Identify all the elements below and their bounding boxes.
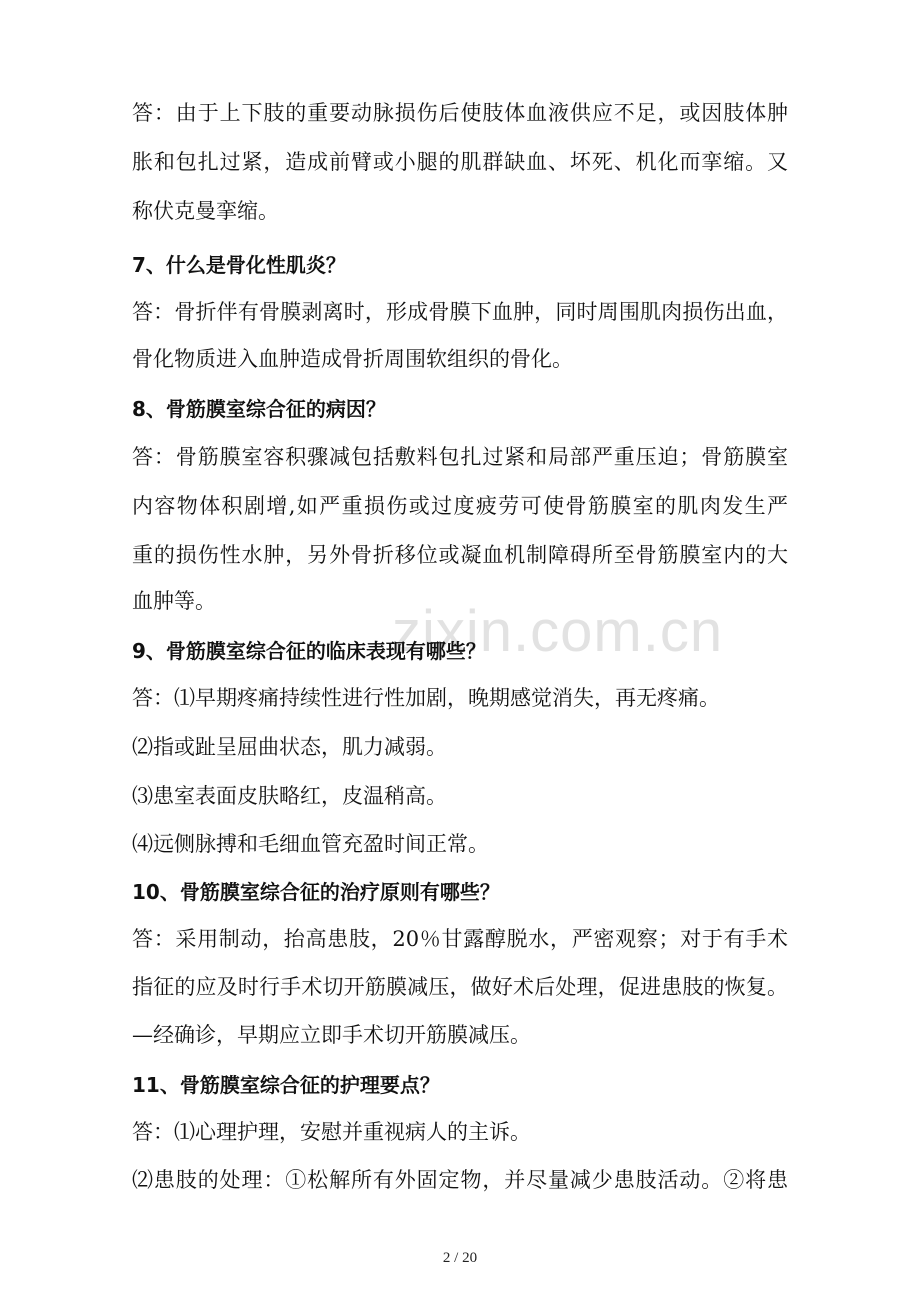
answer-6-line-3: 称伏克曼挛缩。 [132,199,279,223]
answer-7-line-1: 答：骨折伴有骨膜剥离时，形成骨膜下血肿，同时周围肌肉损伤出血， [132,300,788,324]
answer-11-item-1: 答：⑴心理护理，安慰并重视病人的主诉。 [132,1120,531,1144]
answer-8-line-3: 重的损伤性水肿，另外骨折移位或凝血机制障碍所至骨筋膜室内的大 [132,543,788,567]
question-10-heading: 10、骨筋膜室综合征的治疗原则有哪些？ [132,880,500,904]
answer-9-item-1: 答：⑴早期疼痛持续性进行性加剧，晚期感觉消失，再无疼痛。 [132,686,720,710]
question-7-heading: 7、什么是骨化性肌炎？ [132,253,346,277]
answer-9-item-4: ⑷远侧脉搏和毛细血管充盈时间正常。 [132,832,489,856]
answer-9-item-2: ⑵指或趾呈屈曲状态，肌力减弱。 [132,735,447,759]
answer-8-line-2: 内容物体积剧增,如严重损伤或过度疲劳可使骨筋膜室的肌肉发生严 [132,494,788,518]
answer-7-line-2: 骨化物质进入血肿造成骨折周围软组织的骨化。 [132,347,573,371]
page-number: 2 / 20 [442,1250,478,1266]
answer-11-item-2: ⑵患肢的处理：①松解所有外固定物，并尽量减少患肢活动。②将患 [132,1168,788,1192]
answer-10-line-2: 指征的应及时行手术切开筋膜减压，做好术后处理，促进患肢的恢复。 [132,975,788,999]
answer-8-line-1: 答：骨筋膜室容积骤减包括敷料包扎过紧和局部严重压迫；骨筋膜室 [132,445,788,469]
question-11-heading: 11、骨筋膜室综合征的护理要点？ [132,1073,440,1097]
watermark: zixin.com.cn [392,599,724,664]
answer-10-line-3: —经确诊，早期应立即手术切开筋膜减压。 [132,1023,531,1047]
question-8-heading: 8、骨筋膜室综合征的病因？ [132,397,386,421]
answer-6-line-1: 答：由于上下肢的重要动脉损伤后使肢体血液供应不足，或因肢体肿 [132,101,788,125]
answer-8-line-4: 血肿等。 [132,589,216,613]
answer-10-line-1: 答：采用制动，抬高患肢，20％甘露醇脱水，严密观察；对于有手术 [132,927,788,951]
answer-9-item-3: ⑶患室表面皮肤略红，皮温稍高。 [132,784,447,808]
answer-6-line-2: 胀和包扎过紧，造成前臂或小腿的肌群缺血、坏死、机化而挛缩。又 [132,150,788,174]
question-9-heading: 9、骨筋膜室综合征的临床表现有哪些？ [132,639,486,663]
